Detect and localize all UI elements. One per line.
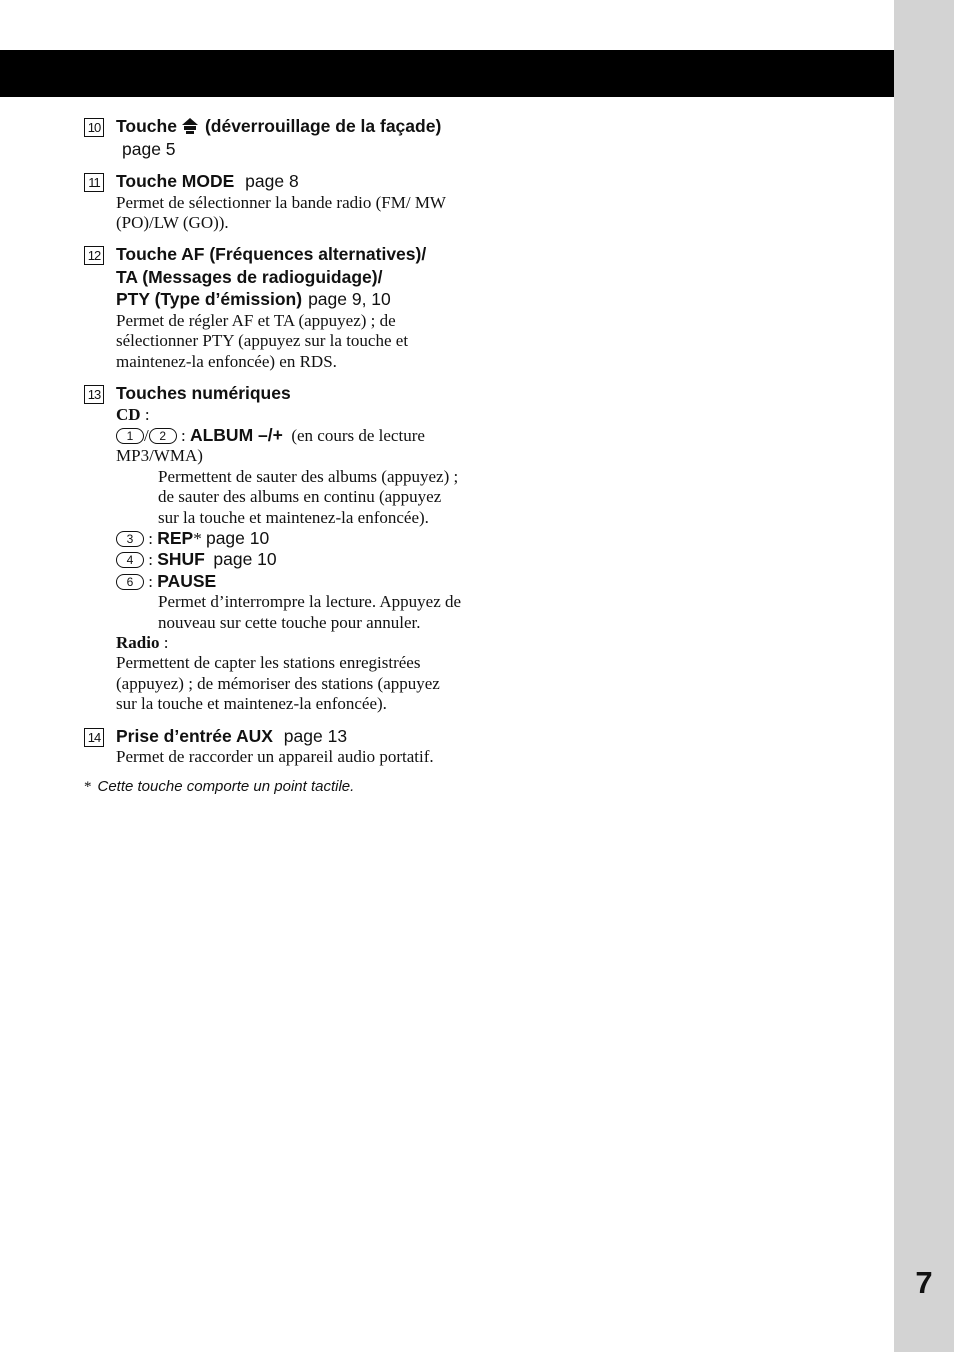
page-number: 7 <box>915 1265 933 1300</box>
header-bar <box>0 50 894 97</box>
item-14 <box>84 725 464 768</box>
cd-section: CD : 1 / 2 : ALBUM –/+ (en cours de lecture MP3/WMA) Permettent de sauter des albums (appuyez) ; de sauter des albums en continu (appuyez sur la touche et maintenez-la enfoncée). 3 : REP* page 10 4 : SHUF page 10 6 : PAUSE Permet d’interrompre la lecture. Appuyez de nouveau sur cette touche pour annuler. Radio : Permettent de capter les stations enregistrées (appuyez) ; de mémoriser des stations (appuyez sur la touche et maintenez-la enfoncée). <box>116 405 464 715</box>
key-2-icon: 2 <box>149 428 177 444</box>
shuf-label: SHUF <box>157 549 205 570</box>
item-description: Permet de sélectionner la bande radio (FM/ MW (PO)/LW (GO)). <box>116 192 446 232</box>
item-10 <box>84 115 464 160</box>
album-note: (en cours de lecture MP3/WMA) <box>116 425 425 466</box>
key-4-icon: 4 <box>116 552 144 568</box>
cd-label: CD <box>116 404 141 424</box>
item-number: 14 <box>84 728 104 747</box>
item-11 <box>84 170 464 233</box>
pause-description: Permet d’interrompre la lecture. Appuyez de nouveau sur cette touche pour annuler. <box>158 592 462 632</box>
footnote-text: Cette touche comporte un point tactile. <box>97 777 355 795</box>
page-ref: page 10 <box>213 549 277 570</box>
item-title: Touche AF (Fréquences alternatives)/ TA (Messages de radioguidage)/ PTY (Type d’émission) page 9, 10 <box>116 244 427 310</box>
item-12 <box>84 243 464 372</box>
radio-description: Permettent de capter les stations enregistrées (appuyez) ; de mémoriser des stations (appuyez sur la touche et maintenez-la enfoncée). <box>116 653 440 714</box>
item-description: Permet de raccorder un appareil audio portatif. <box>116 747 434 767</box>
content <box>84 115 464 796</box>
key-3-icon: 3 <box>116 531 144 547</box>
rep-mark: * <box>193 528 202 548</box>
item-number: 11 <box>84 173 104 192</box>
pause-label: PAUSE <box>157 570 217 591</box>
side-tab <box>894 0 954 1352</box>
key-1-icon: 1 <box>116 428 144 444</box>
page-ref: page 8 <box>245 171 299 191</box>
item-number: 13 <box>84 385 104 404</box>
page-ref: page 5 <box>122 138 176 159</box>
item-13 <box>84 382 464 715</box>
item-description: Permet de régler AF et TA (appuyez) ; de sélectionner PTY (appuyez sur la touche et maintenez-la enfoncée) en RDS. <box>116 310 409 371</box>
page-ref: page 10 <box>205 527 270 548</box>
item-number: 10 <box>84 118 104 137</box>
album-label: ALBUM –/+ <box>189 424 283 445</box>
radio-label: Radio <box>116 633 160 652</box>
rep-label: REP <box>157 527 194 548</box>
footnote <box>84 778 464 796</box>
item-title: Prise d’entrée AUX page 13 <box>116 725 348 746</box>
item-title: Touches numériques <box>116 383 291 404</box>
item-number: 12 <box>84 246 104 265</box>
item-title: Touche MODE page 8 <box>116 171 299 191</box>
page-ref: page 13 <box>283 725 348 746</box>
page-ref: page 9, 10 <box>308 289 391 310</box>
item-title: Touche (déverrouillage de la façade) page 5 <box>116 116 442 159</box>
eject-icon <box>181 117 199 135</box>
footnote-mark: * <box>84 778 92 795</box>
album-description: Permettent de sauter des albums (appuyez) ; de sauter des albums en continu (appuyez sur la touche et maintenez-la enfoncée). <box>158 466 459 527</box>
key-6-icon: 6 <box>116 574 144 590</box>
